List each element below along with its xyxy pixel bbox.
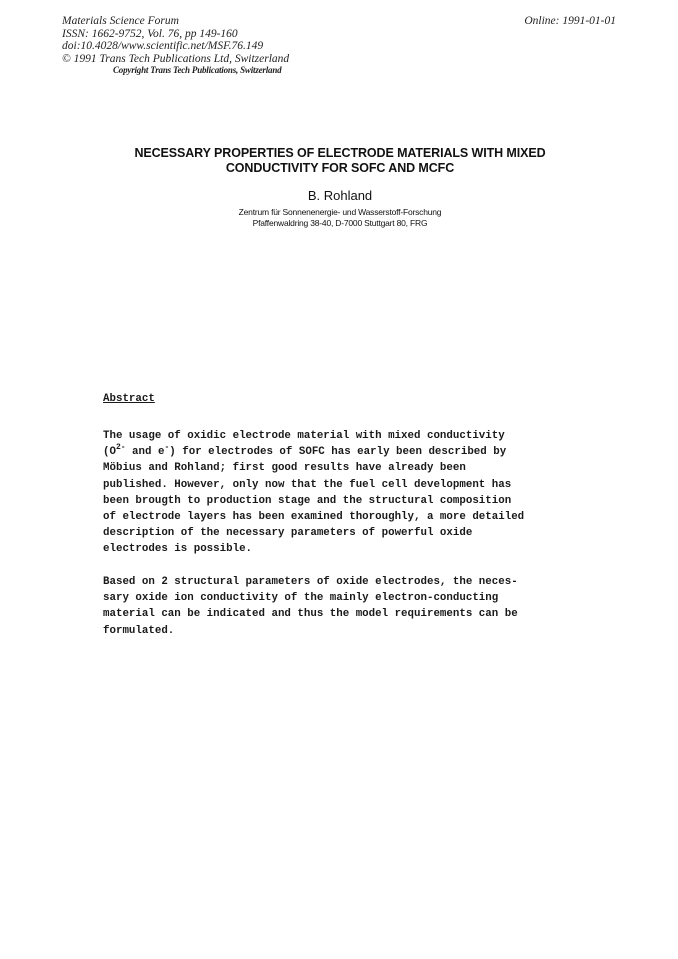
text-fragment: ) for electrodes of SOFC has early been described by bbox=[169, 446, 507, 459]
paragraph-line: sary oxide ion conductivity of the mainly electron-conducting bbox=[103, 592, 499, 605]
citation-block bbox=[62, 15, 289, 65]
text-fragment: and e bbox=[125, 446, 165, 459]
affiliation-line-2: Pfaffenwaldring 38-40, D-7000 Stuttgart 80, FRG bbox=[252, 218, 428, 228]
online-date: Online: 1991-01-01 bbox=[524, 15, 616, 27]
abstract-heading: Abstract bbox=[103, 393, 155, 405]
paragraph-line: Möbius and Rohland; first good results have already been bbox=[103, 462, 466, 475]
affiliation-line-1: Zentrum für Sonnenenergie- und Wasserstoff-Forschung bbox=[238, 207, 442, 217]
affiliation bbox=[60, 207, 620, 229]
paragraph-line: description of the necessary parameters of powerful oxide bbox=[103, 527, 473, 540]
issn-line: ISSN: 1662-9752, Vol. 76, pp 149-160 bbox=[62, 27, 238, 40]
paper-title bbox=[60, 146, 620, 176]
paragraph-line bbox=[103, 444, 553, 460]
abstract-paragraph-2 bbox=[103, 574, 553, 639]
doi-line: doi:10.4028/www.scientific.net/MSF.76.149 bbox=[62, 40, 264, 52]
text-fragment: (O bbox=[103, 446, 116, 459]
paragraph-line: electrodes is possible. bbox=[103, 543, 253, 556]
abstract-paragraph-1 bbox=[103, 428, 553, 558]
paragraph-line: formulated. bbox=[103, 624, 175, 637]
publisher-copyright: Copyright Trans Tech Publications, Switzerland bbox=[113, 65, 282, 75]
title-line-1: NECESSARY PROPERTIES OF ELECTRODE MATERIALS WITH MIXED bbox=[134, 146, 546, 160]
author-name: B. Rohland bbox=[307, 188, 373, 203]
paragraph-line: of electrode layers has been examined thoroughly, a more detailed bbox=[103, 510, 525, 523]
journal-name: Materials Science Forum bbox=[62, 15, 179, 27]
paragraph-line: material can be indicated and thus the model requirements can be bbox=[103, 608, 518, 621]
superscript-charge: 2- bbox=[115, 443, 126, 453]
paragraph-line: The usage of oxidic electrode material with mixed conductivity bbox=[103, 430, 505, 442]
paragraph-line: published. However, only now that the fuel cell development has bbox=[103, 478, 512, 491]
superscript-charge: - bbox=[164, 443, 170, 453]
copyright-line: © 1991 Trans Tech Publications Ltd, Switzerland bbox=[62, 52, 290, 65]
paragraph-line: been brougth to production stage and the structural composition bbox=[103, 494, 512, 507]
paragraph-line: Based on 2 structural parameters of oxide electrodes, the neces- bbox=[103, 576, 518, 588]
title-line-2: CONDUCTIVITY FOR SOFC AND MCFC bbox=[225, 161, 455, 175]
